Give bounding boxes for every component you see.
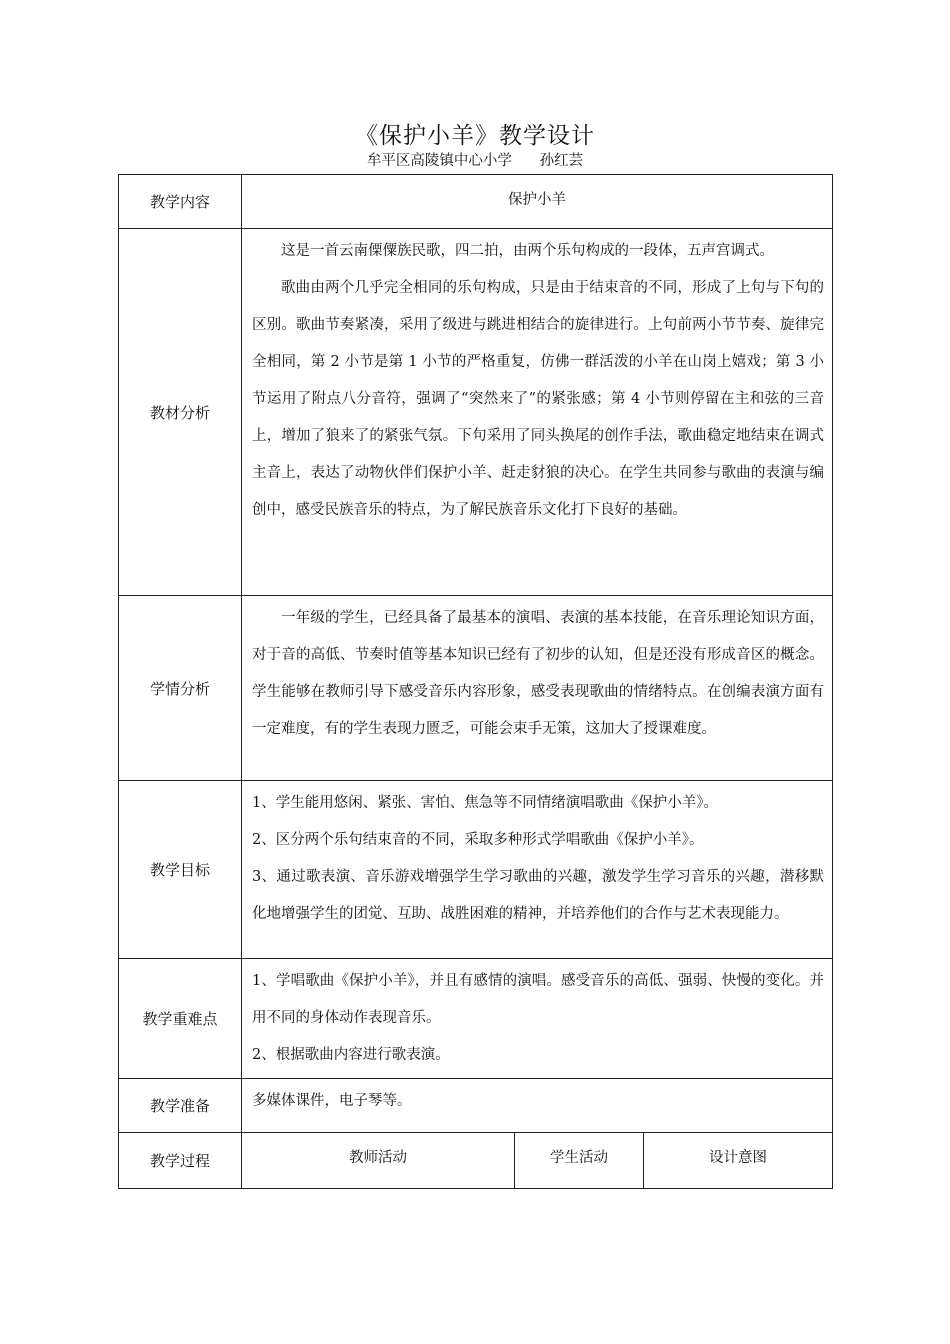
- material-paragraph: 歌曲由两个几乎完全相同的乐句构成，只是由于结束音的不同，形成了上句与下句的区别。歌曲节奏紧凑，采用了级进与跳进相结合的旋律进行。上句前两小节节奏、旋律完全相同，第 2 小节是第 1 小节的严格重复，仿佛一群活泼的小羊在山岗上嬉戏；第 3 小节运用了附点八分音符，强调了“突然来了”的紧张感；第 4 小节则停留在主和弦的三音上，增加了狼来了的紧张气氛。下句采用了同头换尾的创作手法，歌曲稳定地结束在调式主音上，表达了动物伙伴们保护小羊、赶走豺狼的决心。在学生共同参与歌曲的表演与编创中，感受民族音乐的特点，为了解民族音乐文化打下良好的基础。: [252, 280, 825, 518]
- preparation-text: 多媒体课件，电子琴等。: [252, 1093, 412, 1109]
- value-student-analysis: [242, 596, 833, 781]
- label-material-analysis: 教材分析: [119, 229, 242, 596]
- lesson-plan-table: [118, 174, 833, 1189]
- label-key-points: 教学重难点: [119, 959, 242, 1079]
- key-point-item: 2、根据歌曲内容进行歌表演。: [252, 1047, 450, 1063]
- label-teaching-content: 教学内容: [119, 175, 242, 229]
- label-teaching-goals: 教学目标: [119, 781, 242, 959]
- value-preparation: [242, 1079, 833, 1133]
- row-teaching-goals: [119, 781, 833, 959]
- goal-item: 2、区分两个乐句结束音的不同，采取多种形式学唱歌曲《保护小羊》。: [252, 832, 704, 848]
- key-point-item: 1、学唱歌曲《保护小羊》，并且有感情的演唱。感受音乐的高低、强弱、快慢的变化。并用不同的身体动作表现音乐。: [252, 973, 825, 1026]
- header-teacher-activity: 教师活动: [242, 1133, 515, 1189]
- header-design-intent: 设计意图: [644, 1133, 833, 1189]
- value-key-points: [242, 959, 833, 1079]
- row-teaching-process: [119, 1133, 833, 1189]
- student-paragraph: 一年级的学生，已经具备了最基本的演唱、表演的基本技能，在音乐理论知识方面，对于音的高低、节奏时值等基本知识已经有了初步的认知，但是还没有形成音区的概念。学生能够在教师引导下感受音乐内容形象，感受表现歌曲的情绪特点。在创编表演方面有一定难度，有的学生表现力匮乏，可能会束手无策，这加大了授课难度。: [252, 610, 825, 737]
- row-student-analysis: [119, 596, 833, 781]
- row-teaching-content: [119, 175, 833, 229]
- goal-item: 3、通过歌表演、音乐游戏增强学生学习歌曲的兴趣，激发学生学习音乐的兴趣，潜移默化地增强学生的团觉、互助、战胜困难的精神，并培养他们的合作与艺术表现能力。: [252, 869, 825, 922]
- value-teaching-goals: [242, 781, 833, 959]
- row-preparation: [119, 1079, 833, 1133]
- label-preparation: 教学准备: [119, 1079, 242, 1133]
- goal-item: 1、学生能用悠闲、紧张、害怕、焦急等不同情绪演唱歌曲《保护小羊》。: [252, 795, 718, 811]
- document-subtitle: 牟平区高陵镇中心小学 孙红芸: [366, 153, 584, 169]
- label-student-analysis: 学情分析: [119, 596, 242, 781]
- value-teaching-content: 保护小羊: [242, 175, 833, 229]
- document-title: 《保护小羊》教学设计: [355, 123, 595, 149]
- material-paragraph: 这是一首云南傈僳族民歌，四二拍，由两个乐句构成的一段体，五声宫调式。: [281, 243, 774, 259]
- value-material-analysis: [242, 229, 833, 596]
- row-key-points: [119, 959, 833, 1079]
- header-student-activity: 学生活动: [515, 1133, 644, 1189]
- row-material-analysis: [119, 229, 833, 596]
- label-teaching-process: 教学过程: [119, 1133, 242, 1189]
